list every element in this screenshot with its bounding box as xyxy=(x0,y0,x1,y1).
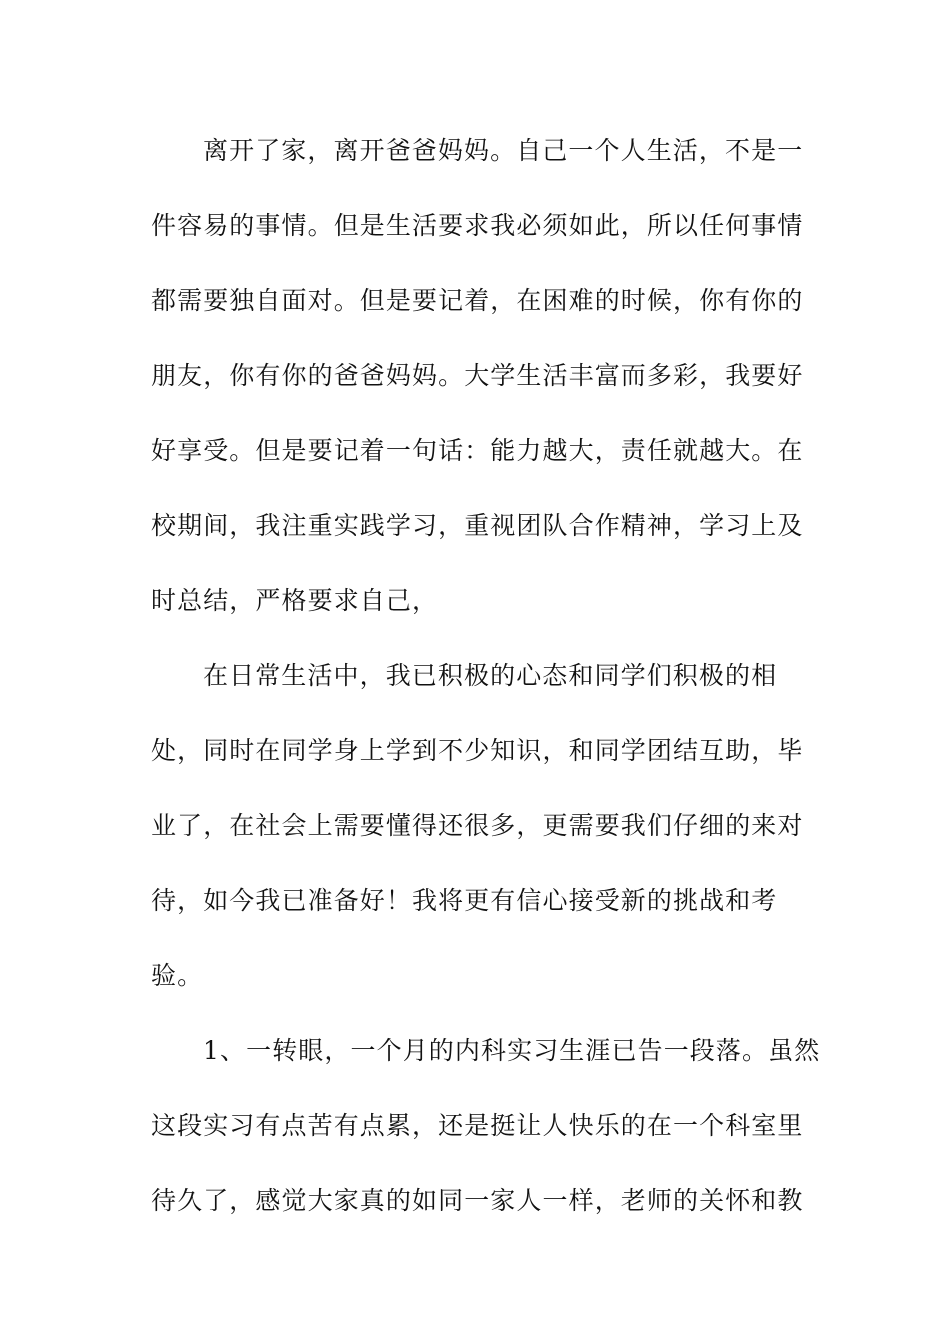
text-line: 业了，在社会上需要懂得还很多，更需要我们仔细的来对 xyxy=(151,811,804,840)
text-line: 1、一转眼，一个月的内科实习生涯已告一段落。虽然 xyxy=(203,1036,821,1065)
text-line: 离开了家，离开爸爸妈妈。自己一个人生活，不是一 xyxy=(203,136,804,165)
text-line: 在日常生活中，我已积极的心态和同学们积极的相 xyxy=(203,661,778,690)
text-line: 验。 xyxy=(151,961,204,990)
text-line: 时总结，严格要求自己， xyxy=(151,586,439,615)
text-line: 好享受。但是要记着一句话：能力越大，责任就越大。在 xyxy=(151,436,804,465)
text-line: 校期间，我注重实践学习，重视团队合作精神，学习上及 xyxy=(151,511,804,540)
text-line: 朋友，你有你的爸爸妈妈。大学生活丰富而多彩，我要好 xyxy=(151,361,804,390)
text-line: 待久了，感觉大家真的如同一家人一样，老师的关怀和教 xyxy=(151,1186,804,1215)
text-line: 这段实习有点苦有点累，还是挺让人快乐的在一个科室里 xyxy=(151,1111,804,1140)
text-line: 处，同时在同学身上学到不少知识，和同学团结互助，毕 xyxy=(151,736,804,765)
text-line: 待，如今我已准备好！我将更有信心接受新的挑战和考 xyxy=(151,886,778,915)
text-line: 都需要独自面对。但是要记着，在困难的时候，你有你的 xyxy=(151,286,804,315)
text-line: 件容易的事情。但是生活要求我必须如此，所以任何事情 xyxy=(151,211,804,240)
